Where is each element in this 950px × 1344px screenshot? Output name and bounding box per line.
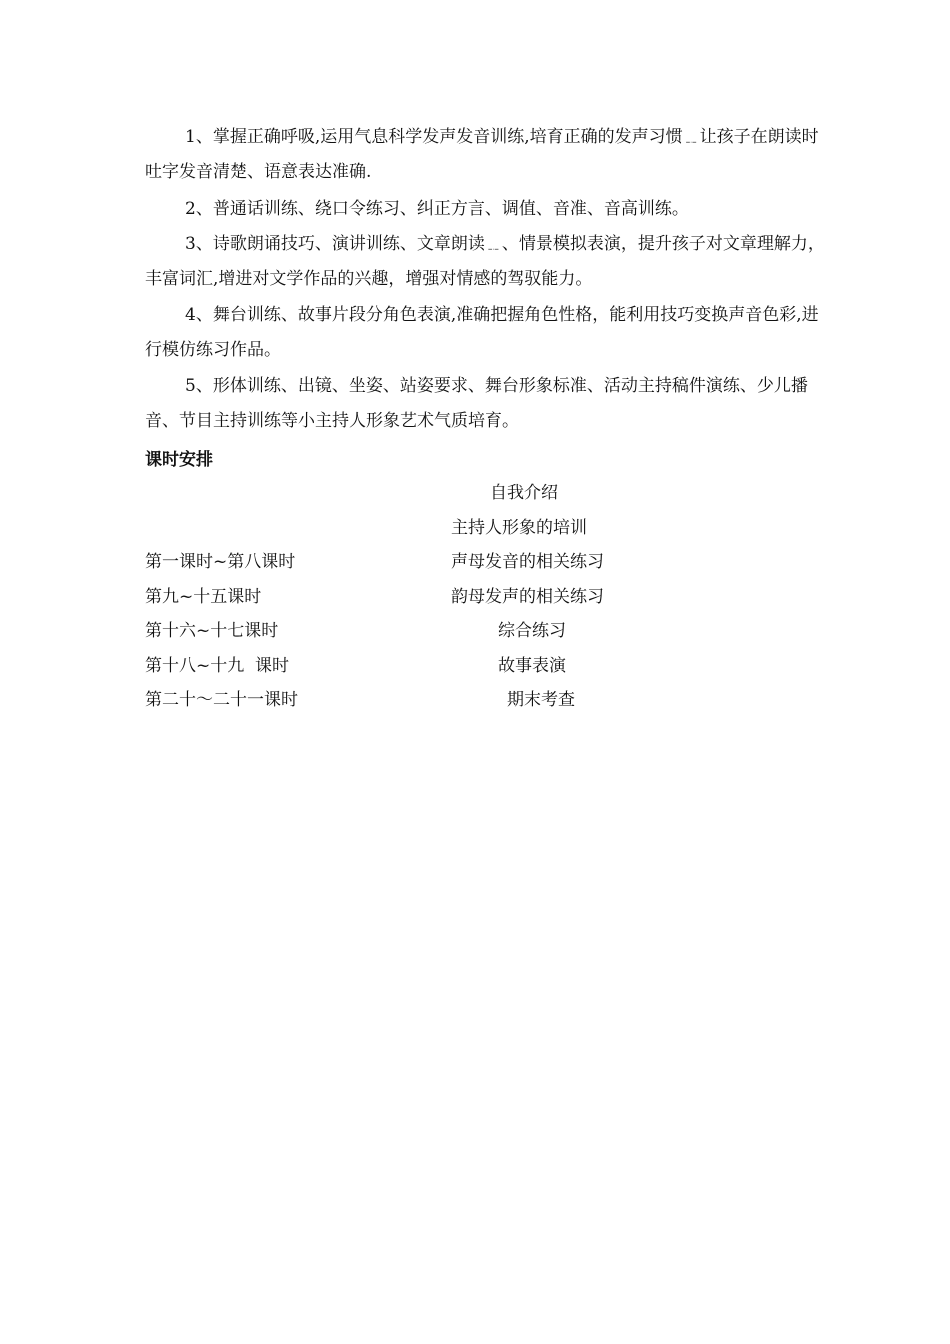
schedule-topic: 故事表演 [498, 655, 566, 676]
schedule-period: 第二十～二十一课时 [145, 690, 298, 710]
schedule-topic: 主持人形象的培训 [451, 517, 587, 538]
schedule-row [145, 545, 745, 580]
schedule-row [145, 614, 745, 649]
schedule-heading: 课时安排 [145, 450, 213, 470]
objective-paragraph-4: 4、舞台训练、故事片段分角色表演,准确把握角色性格，能利用技巧变换声音色彩,进行模仿练习作品。 [145, 305, 819, 360]
objective-paragraph-5: 5、形体训练、出镜、坐姿、站姿要求、舞台形象标准、活动主持稿件演练、少儿播音、节目主持训练等小主持人形象艺术气质培育。 [145, 376, 808, 431]
schedule-topic: 声母发音的相关练习 [451, 552, 604, 572]
schedule-list [145, 476, 745, 718]
schedule-period: 第九~十五课时 [145, 586, 262, 607]
schedule-row [145, 580, 745, 615]
objective-paragraph-2: 2、普通话训练、绕口令练习、纠正方言、调值、音准、音高训练。 [185, 199, 689, 219]
schedule-row [145, 683, 745, 718]
objective-paragraph-3: 3、诗歌朗诵技巧、演讲训练、文章朗读﹎、情景模拟表演，提升孩子对文章理解力，丰富词汇,增进对文学作品的兴趣，增强对情感的驾驭能力。 [145, 234, 825, 289]
schedule-topic: 综合练习 [498, 621, 566, 641]
schedule-period: 第十八~十九 课时 [145, 655, 290, 676]
schedule-row [145, 511, 745, 546]
schedule-period: 第一课时~第八课时 [145, 552, 296, 572]
schedule-topic: 自我介绍 [490, 483, 558, 503]
schedule-row [145, 649, 745, 684]
schedule-row [145, 476, 745, 511]
schedule-topic: 期末考查 [507, 690, 575, 710]
schedule-period: 第十六~十七课时 [145, 621, 279, 641]
objective-paragraph-1: 1、掌握正确呼吸,运用气息科学发声发音训练,培育正确的发声习惯﹎让孩子在朗读时吐字发音清楚、语意表达准确. [145, 127, 819, 182]
schedule-topic: 韵母发声的相关练习 [451, 586, 604, 607]
